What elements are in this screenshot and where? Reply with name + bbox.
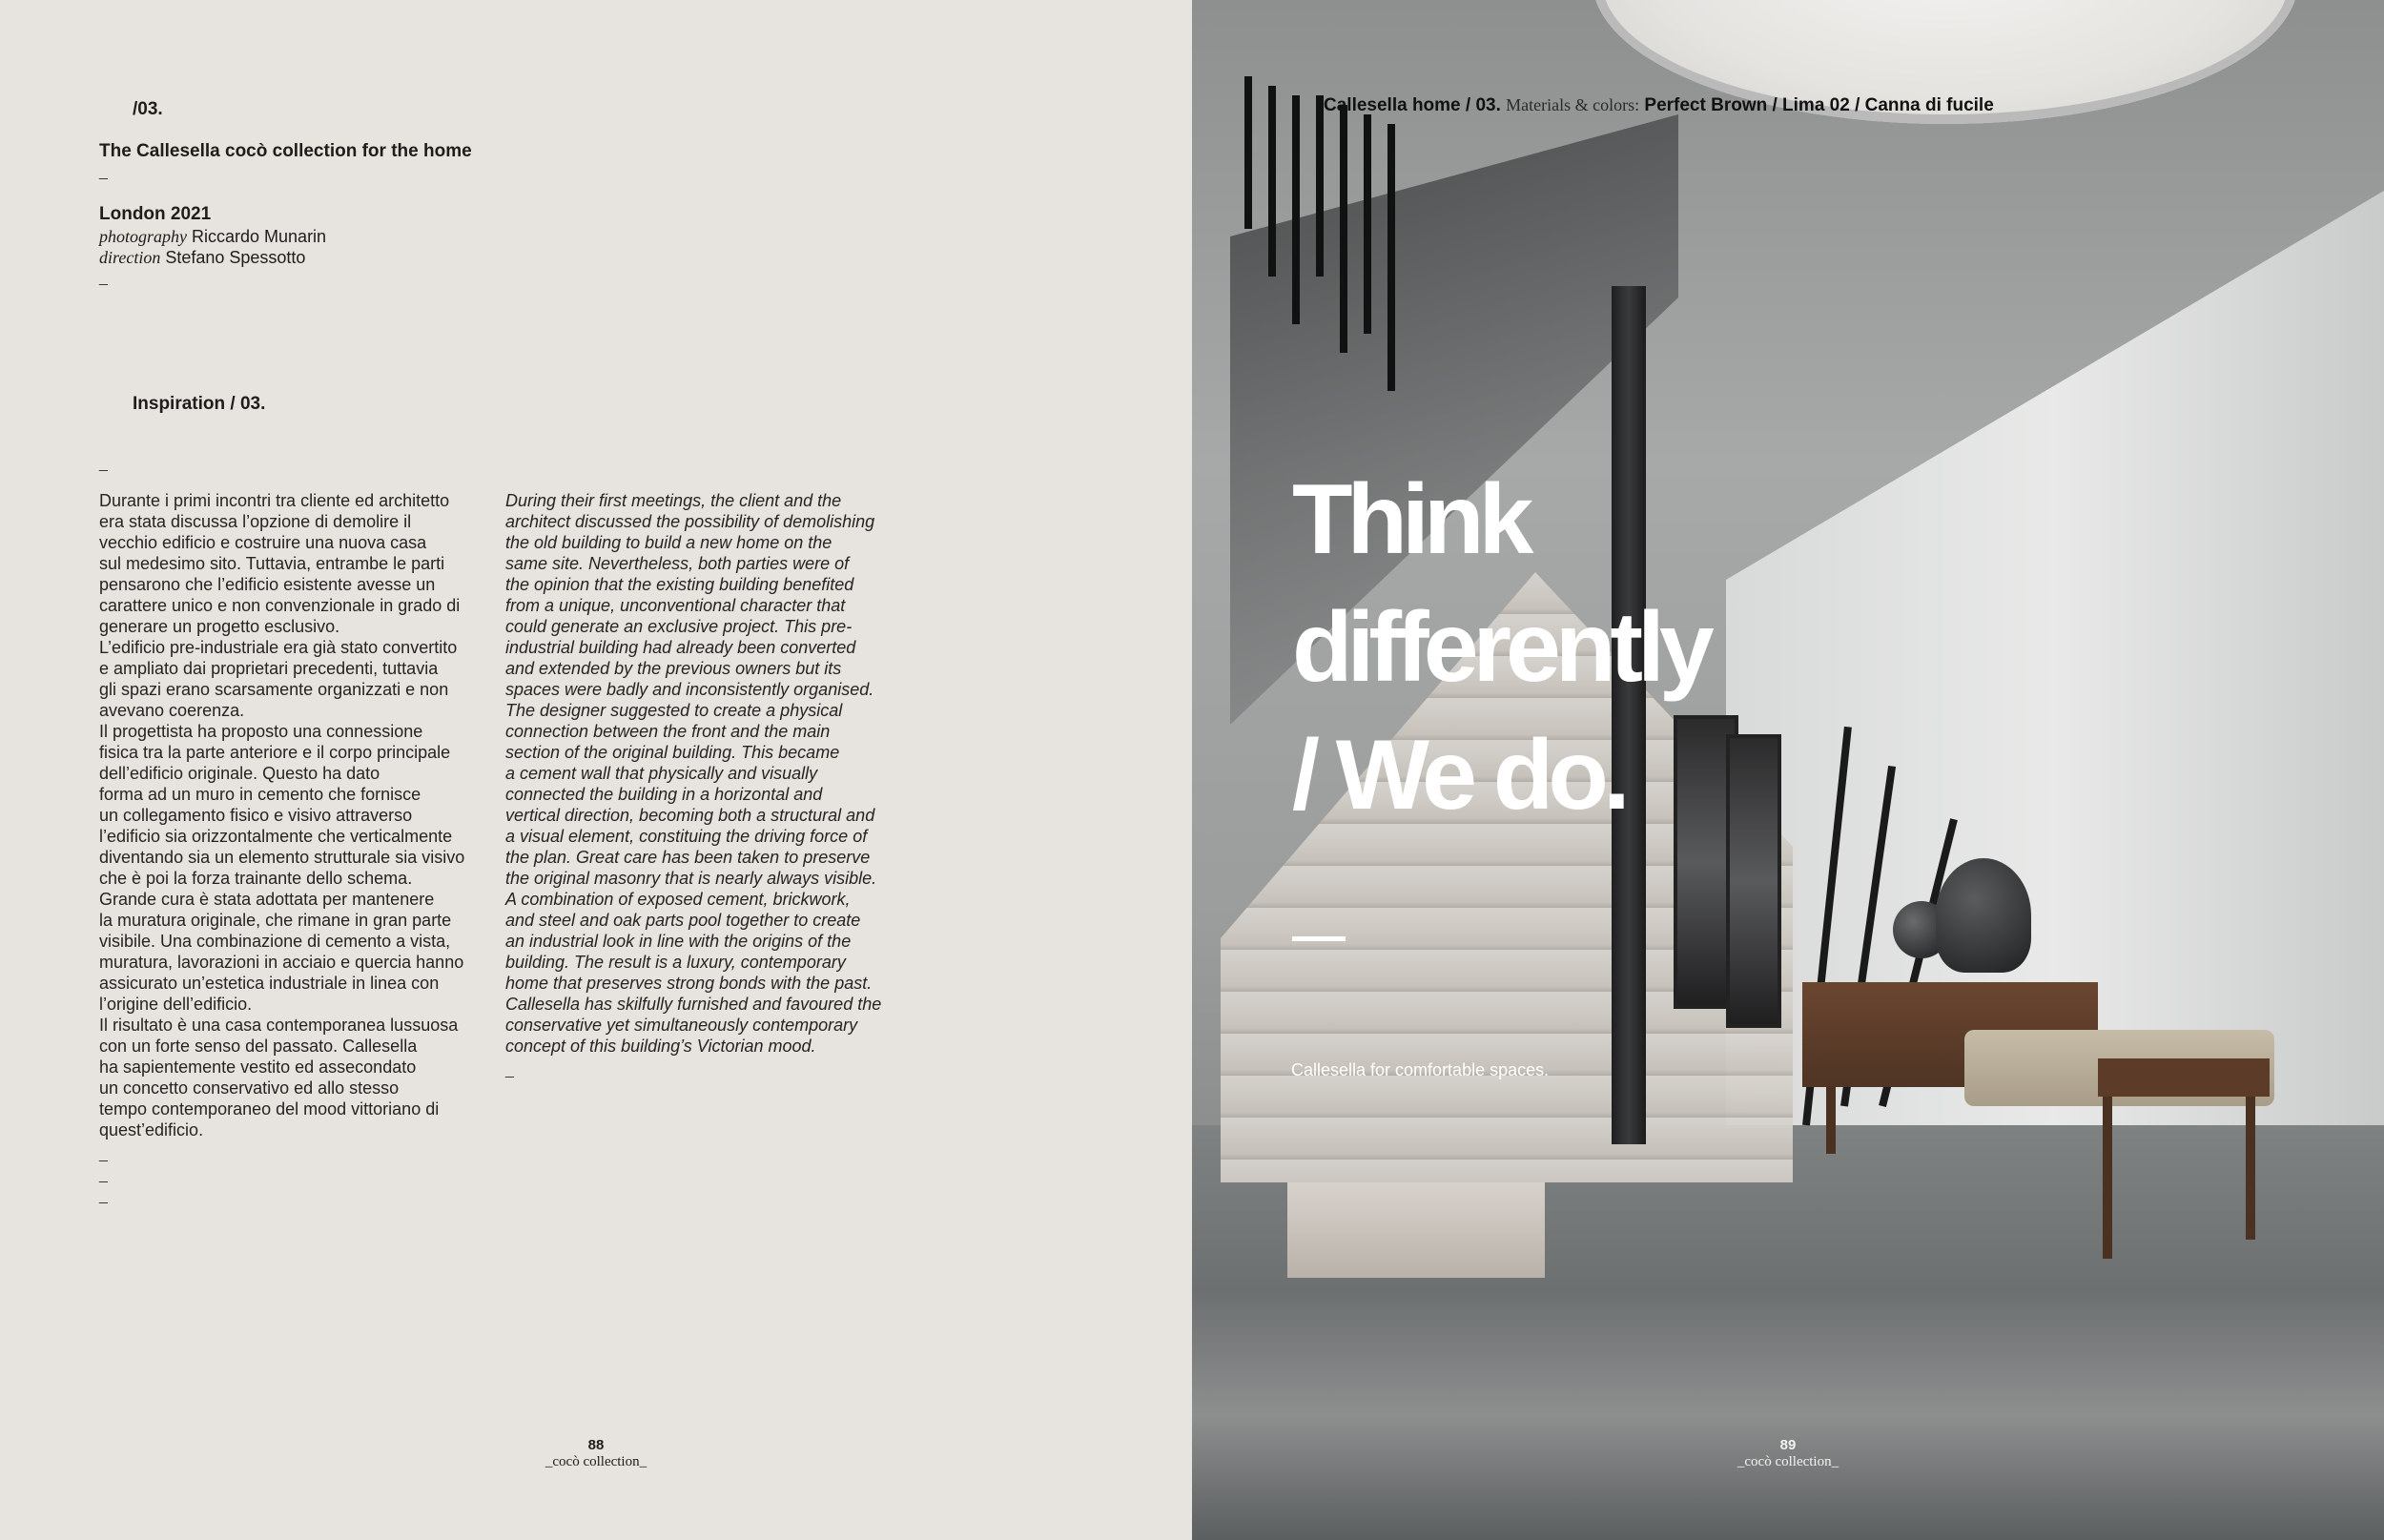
pendant-light — [1292, 95, 1300, 324]
headline-line: / We do. — [1292, 720, 1625, 831]
credit-role: photography — [99, 227, 187, 246]
location-year: London 2021 — [99, 204, 212, 224]
end-dash: _ — [99, 1188, 108, 1204]
headline — [1292, 456, 1788, 839]
credit-role: direction — [99, 248, 161, 267]
credit-line — [99, 226, 326, 247]
bench-leg — [2103, 1097, 2112, 1259]
pendant-light — [1387, 124, 1395, 391]
end-dash: _ — [99, 1167, 108, 1183]
footer-label: _cocò collection_ — [1737, 1454, 1839, 1469]
headline-line: Think — [1292, 464, 1529, 575]
marble-step — [1287, 1182, 1545, 1278]
divider-dash: _ — [99, 164, 108, 180]
bench-leg — [2246, 1097, 2255, 1240]
pendant-light — [1244, 76, 1252, 229]
credit-line — [99, 247, 305, 268]
bench-frame — [2098, 1058, 2270, 1097]
italian-body-text: Durante i primi incontri tra cliente ed architetto era stata discussa l’opzione di demolire il vecchio edificio e costruire una nuova casa sul medesimo sito. Tuttavia, entrambe le parti pensarono che l’edificio esistente avesse un carattere unico e non convenzionale in grado di generare un progetto esclusivo. L’edificio pre-industriale era già stato convertito e ampliato dai proprietari precedenti, tuttavia gli spazi erano scarsamente organizzati e non avevano coerenza. Il progettista ha proposto una connessione fisica tra la parte anteriore e il corpo principale dell’edificio originale. Questo ha dato forma ad un muro in cemento che fornisce un collegamento fisico e visivo attraverso l’edificio sia orizzontalmente che verticalmente diventando sia un elemento strutturale sia visivo che è poi la forza trainante dello schema. Grande cura è stata adottata per mantenere la muratura originale, che rimane in gran parte visibile. Una combinazione di cemento a vista, muratura, lavorazioni in acciaio e quercia hanno assicurato un’estetica industriale in linea con l’origine dell’edificio. Il risultato è una casa contemporanea lussuosa con un forte senso del passato. Callesella ha sapientemente vestito ed assecondato un concetto conservativo ed allo stesso tempo contemporaneo del mood vittoriano di quest’edificio. — [99, 491, 465, 1140]
pendant-light — [1340, 105, 1347, 353]
caption-materials-label: Materials & colors: — [1506, 95, 1640, 114]
caption-materials: Perfect Brown / Lima 02 / Canna di fucile — [1644, 95, 1994, 115]
headline-line: differently — [1292, 592, 1709, 703]
inspiration-heading: Inspiration / 03. — [133, 394, 266, 414]
pendant-light — [1364, 114, 1371, 334]
english-body-text: During their first meetings, the client and the architect discussed the possibility of demolishing the old building to build a new home on the same site. Nevertheless, both parties were of the opinion that the existing building benefited from a unique, unconventional character that could generate an exclusive project. This pre- industrial building had already been converted and extended by the previous owners but its spaces were badly and inconsistently organised. The designer suggested to create a physical connection between the front and the main section of the original building. This became a cement wall that physically and visually connected the building in a horizontal and vertical direction, becoming both a structural and a visual element, constituing the driving force of the plan. Great care has been taken to preserve the original masonry that is nearly always visible. A combination of exposed cement, brickwork, and steel and oak parts pool together to create an industrial look in line with the origins of the building. The result is a luxury, contemporary home that preserves strong bonds with the past. Callesella has skilfully furnished and favoured the conservative yet simultaneously contemporary concept of this building’s Victorian mood. — [505, 491, 882, 1056]
pendant-light — [1268, 86, 1276, 277]
divider-dash: _ — [99, 270, 108, 286]
section-number: /03. — [133, 99, 163, 119]
credit-name: Stefano Spessotto — [165, 248, 306, 267]
bench-leg — [1826, 1087, 1836, 1154]
divider-dash: _ — [99, 456, 108, 472]
tagline: Callesella for comfortable spaces. — [1291, 1060, 1550, 1079]
end-dash: _ — [505, 1062, 514, 1078]
page-number: 89 — [1779, 1437, 1797, 1453]
headline-rule — [1292, 936, 1346, 941]
collection-title: The Callesella cocò collection for the home — [99, 141, 472, 161]
sculpture-bust — [1936, 858, 2031, 973]
credit-name: Riccardo Munarin — [192, 227, 327, 246]
photo-caption — [1324, 95, 1994, 116]
footer-label: _cocò collection_ — [545, 1454, 647, 1469]
pendant-light — [1316, 95, 1324, 277]
end-dash: _ — [99, 1146, 108, 1162]
caption-prefix: Callesella home / 03. — [1324, 95, 1501, 115]
page-number: 88 — [587, 1437, 605, 1453]
